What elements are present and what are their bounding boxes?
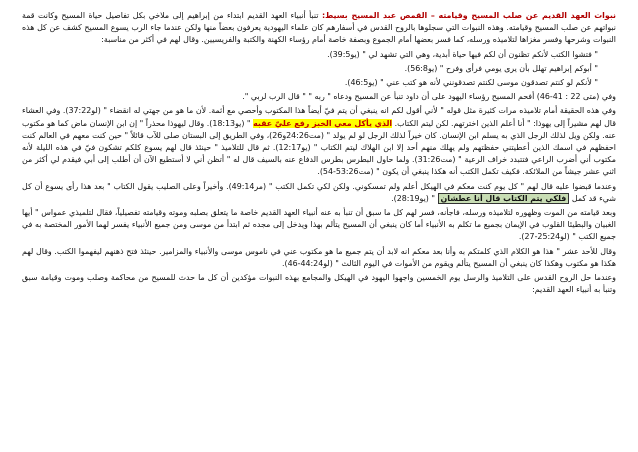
arrest-text-a: وعندما قبضوا عليه قال لهم " كل يوم كنت معكم في الهيكل أعلم ولم تمسكوني. ولكن لكي تكمل الكتب " (مر49:14). وأخيراً وعلى الصليب يقول الكتاب " بعد هذا رأى يسوع أن كل شيء قد كمل (22, 181, 617, 203)
disciples-text-c: " (يو18:13). وقال ليهوذا محذراً " إن ابن الإنسان ماض كما هو مكتوب عنه. ولكن ويل لذلك الرجل الذي به يسلم ابن الإنسان. كان خيراً لذلك الرجل لو لم يولد " (مت24:26و26)، وفي الطريق إلى البستان صلى للآب قائلاً " حين كنت معهم في العالم كنت احفظهم في اسمك الذين أعطيتني حفظتهم ولم يهلك منهم أحد إلا ابن الهلاك ليتم الكتاب " (يو12:17). ثم قال للتلاميذ " حينئذ قال لهم يسوع كلكم تشكون فيّ في هذه الليلة لأنه مكتوب أني أضرب الراعي فتتبدد خراف الرعية " (مت31:26). ولما حاول البطرس بطرس الدفاع عنه بالسيف قال له " أتظن أني لا أستطيع الآن أن أطلب إلى أبي فيقدم لي أكثر من اثني عشر جيشاً من الملائكة. فكيف تكمل الكتب أنه هكذا ينبغي أن يكون " (مت53:26-54). (22, 118, 617, 177)
highlighted-quote-1: الذي يأكل معي الخبز رفع عليّ عقبه (253, 118, 393, 128)
document-title: نبوات العهد القديم عن صلب المسيح وقيامته – القمص عبد المسيح بسيط: (321, 11, 617, 20)
matthew-paragraph: وفي (متى 22 : 41-46) أفحم المسيح رؤساء اليهود على أن داود تنبأ عن المسيح ودعاه " ربه " " قال الرب لربي ". (242, 92, 616, 102)
arrest-paragraph (22, 181, 616, 205)
quote-2: " أبوكم إبراهيم تهلل بأن يرى يومي فرأى وفرح " (يو56:8). (404, 63, 598, 73)
arrest-text-c: " (يو28:19). (391, 193, 438, 203)
highlighted-quote-2: فلكي يتم الكتاب قال أنا عطشان (438, 193, 570, 204)
document-page (22, 10, 616, 444)
intro-text: تنبأ أنبياء العهد القديم ابتداء من إبراهيم إلى ملاخي بكل تفاصيل حياة المسيح وكانت قمة نبواتهم عن صلب المسيح وقيامته. وهذه النبوات التي سجلوها بالروح القدس في أسفارهم كان علماء اليهودية يعرفون بعضاً منها ولكن عندما جاء الرب يسوع المسيح كشف عن كل هذه النبوات وشرحها وفسر مغزاها لتلاميذه ورسله، كما فسر بعضها أمام الجموع وبصفة خاصة أمام رؤساء الكهنة والكتبة والفريسيين. وقال لهم في أكثر من مناسبة: (22, 11, 616, 45)
disciples-paragraph (22, 105, 616, 178)
disciples-text-a: وفي هذه الحقيقة أمام تلاميذه مرات كثيرة مثل قوله " لأني أقول لكم انه ينبغي أن يتم فيّ أيضاً هذا المكتوب وأحصي مع أثمة. لأن ما هو من جهتي له انقضاء " (لو37:22). وفي العشاء قال لهم مشيراً إلى يهوذا: " أنا أعلم الذين اخترتهم. لكن ليتم الكتاب. (22, 106, 616, 128)
pentecost-paragraph: وعندما حل الروح القدس على التلاميذ والرسل يوم الخمسين واجهوا اليهود في الهيكل والمجامع بهذه النبوات مؤكدين أن كل ما حدث للمسيح من محاكمة وصلب وموت وقيامة سبق وتنبأ به أنبياء العهد القديم: (22, 273, 616, 295)
resurrection-paragraph: وبعد قيامته من الموت وظهوره لتلاميذه ورسله، فاجأنه، فسر لهم كل ما سبق أن تنبأ به عنه أنبياء العهد القديم خاصة ما يتعلق بصلبه وموته وقيامته تفصيلياً، فقال لتلميذي عمواس " أيها الغبيان والبطيئا القلوب في الإيمان بجميع ما تكلم به الأنبياء أما كان ينبغي أن المسيح يتألم بهذا ويدخل إلى مجده ثم ابتدأ من موسى ومن جميع الأنبياء يفسر لهما الأمور المختصة به في جميع الكتب " (لو25:24-27). (22, 208, 616, 242)
intro-paragraph (22, 10, 616, 47)
quote-1: " فتشوا الكتب لأنكم تظنون أن لكم فيها حياة أبدية، وهي التي تشهد لي " (يو39:5). (327, 49, 598, 59)
eleven-paragraph: وقال للأحد عشر " هذا هو الكلام الذي كلمتكم به وأنا بعد معكم انه لابد أن يتم جميع ما هو مكتوب عني في ناموس موسى والأنبياء والمزامير. حينئذ فتح ذهنهم ليفهموا الكتب. وقال لهم هكذا هو مكتوب وهكذا كان ينبغي أن المسيح يتألم ويقوم من الأموات في اليوم الثالث " (لو44:24-46). (22, 246, 616, 268)
quote-3: " لأنكم لو كنتم تصدقون موسى لكنتم تصدقونني لأنه هو كتب عني " (يو46:5). (344, 78, 598, 88)
